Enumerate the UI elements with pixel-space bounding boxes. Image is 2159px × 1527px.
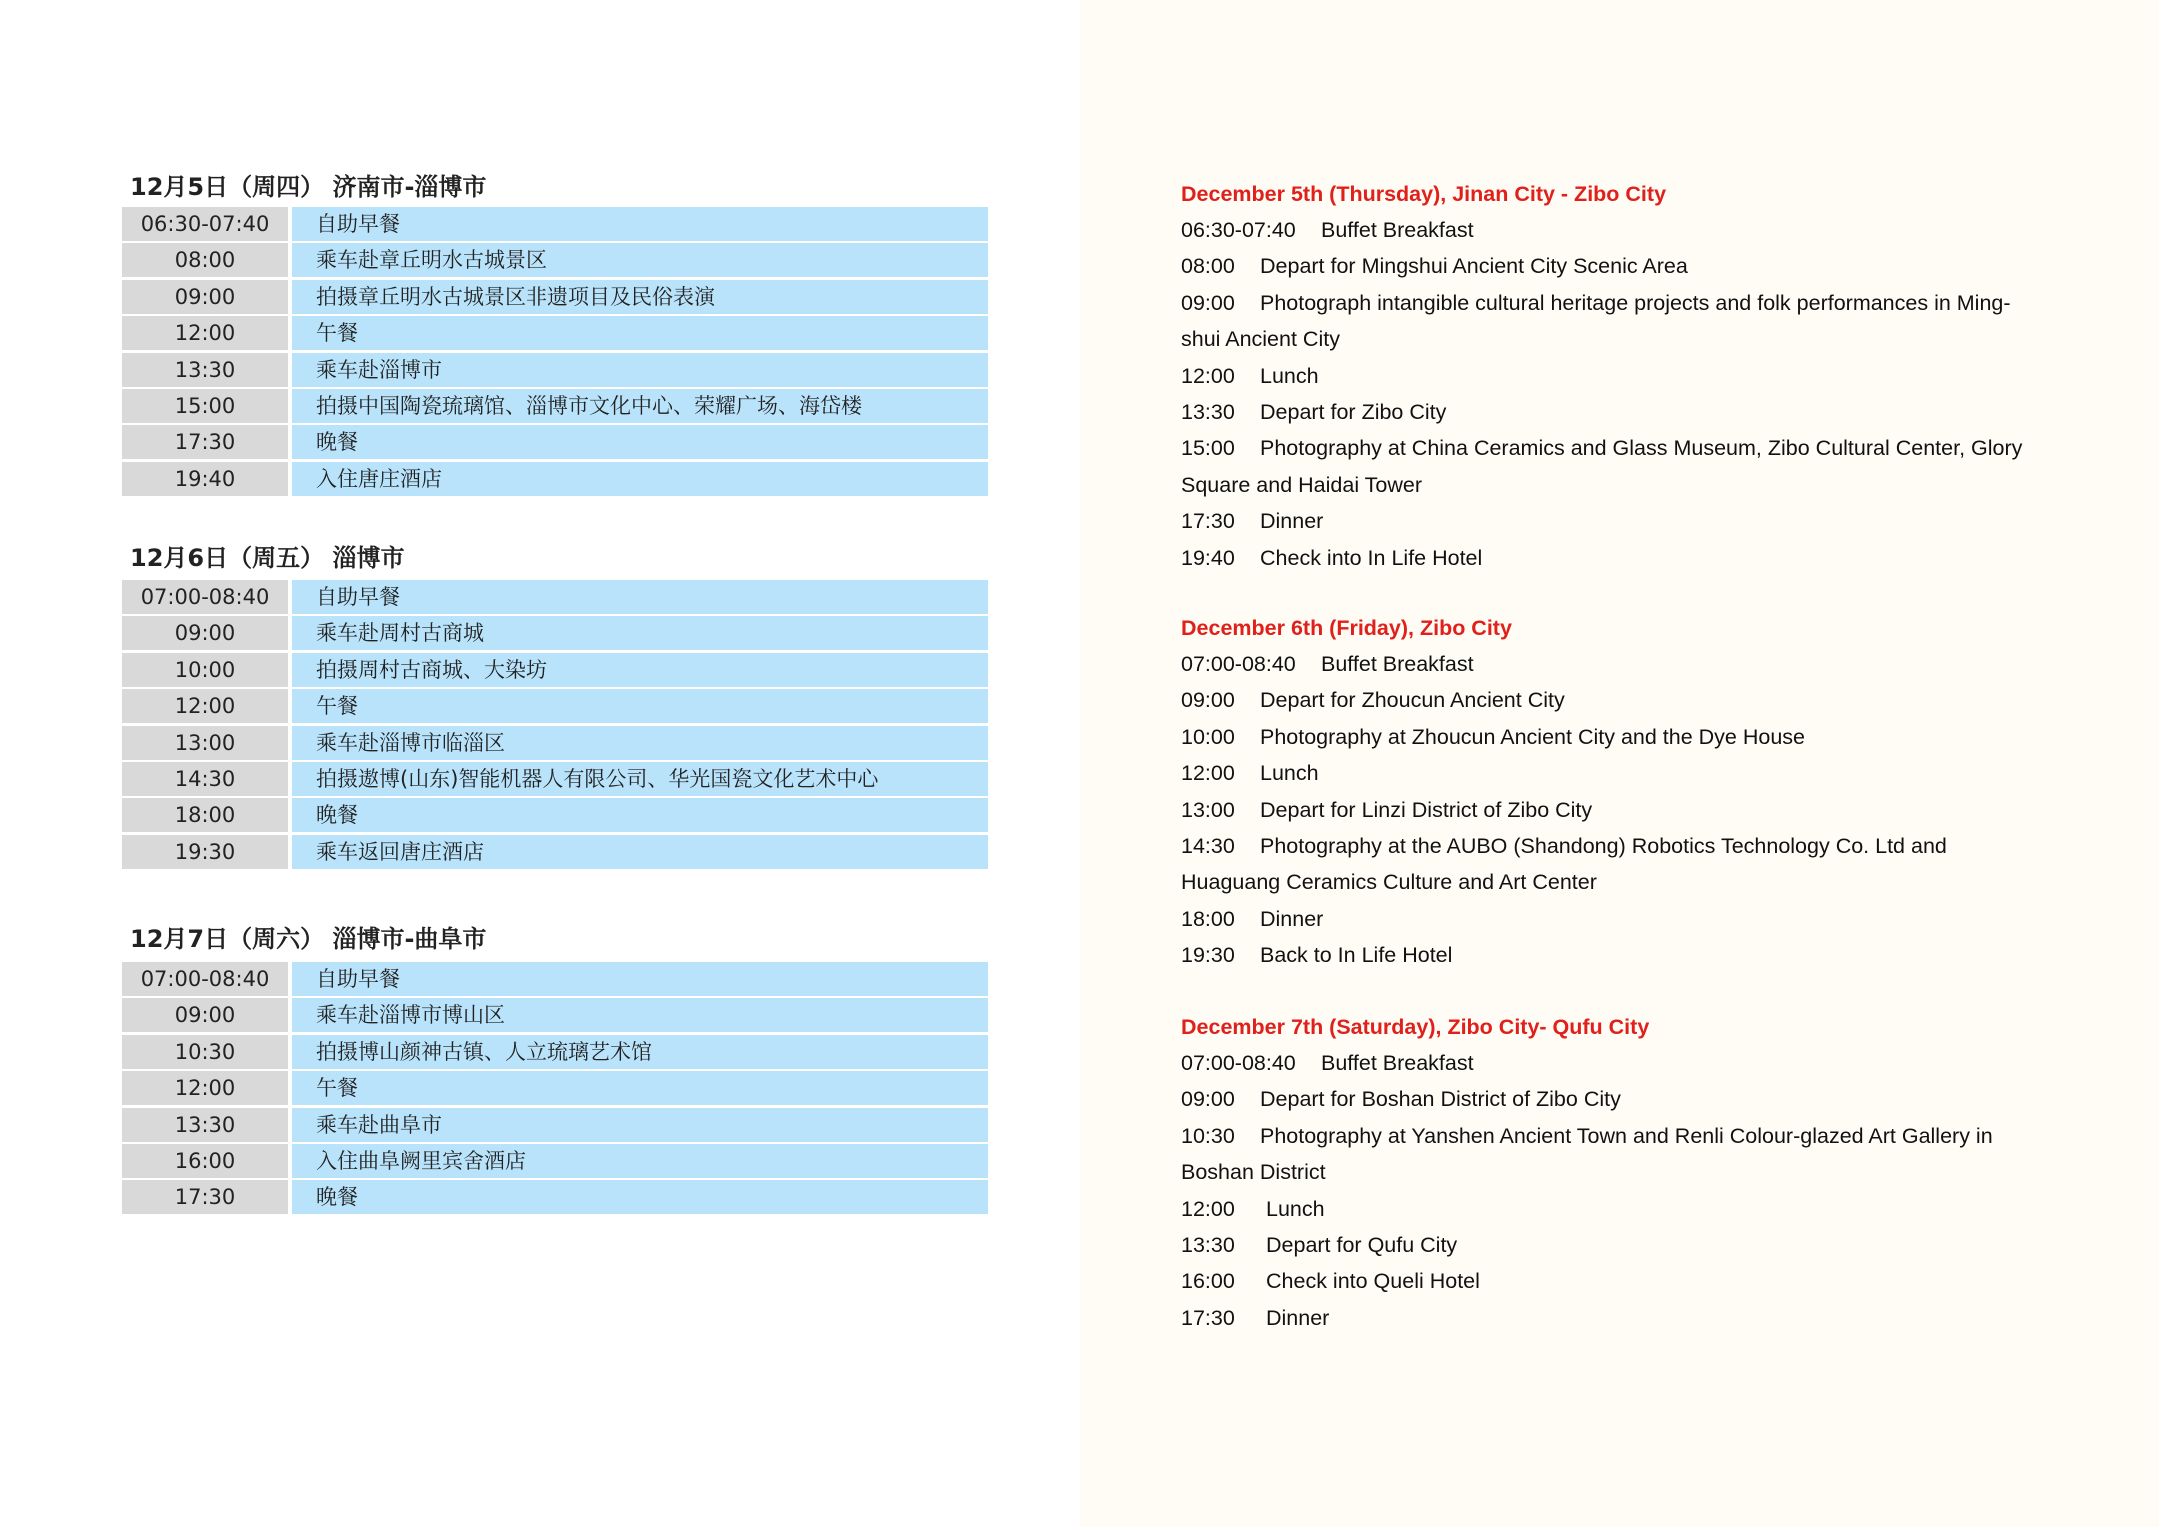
time-text: 13:30 [1181, 400, 1235, 424]
time-cell: 12:00 [122, 689, 288, 723]
activity-text: Check into Queli Hotel [1266, 1269, 1480, 1294]
activity-cell: 乘车赴淄博市博山区 [292, 998, 988, 1032]
activity-cell: 午餐 [292, 316, 988, 350]
schedule-line [1181, 1154, 2061, 1190]
activity-text: Depart for Zhoucun Ancient City [1260, 688, 1565, 713]
time-cell: 07:00-08:40 [122, 580, 288, 614]
activity-text: Depart for Zibo City [1260, 400, 1447, 424]
schedule-line [1181, 646, 2061, 682]
schedule-line [1181, 248, 2061, 284]
schedule-line [1181, 828, 2061, 864]
time-text: 12:00 [1181, 761, 1235, 786]
table-row [122, 1071, 988, 1105]
table-row [122, 616, 988, 650]
activity-cell: 拍摄周村古商城、大染坊 [292, 653, 988, 687]
activity-cell: 乘车赴曲阜市 [292, 1108, 988, 1142]
schedule-line [1181, 1300, 2061, 1336]
schedule-line [1181, 755, 2061, 791]
table-row [122, 1108, 988, 1142]
schedule-line [1181, 719, 2061, 755]
time-cell: 07:00-08:40 [122, 962, 288, 996]
time-cell: 06:30-07:40 [122, 207, 288, 241]
time-text: 12:00 [1181, 1196, 1235, 1221]
en-day2-heading: December 6th (Friday), Zibo City [1181, 616, 1512, 640]
en-day3-heading: December 7th (Saturday), Zibo City- Qufu City [1181, 1015, 1650, 1039]
time-cell: 14:30 [122, 762, 288, 796]
cn-day2-heading: 12月6日（周五） 淄博市 [130, 544, 405, 572]
activity-cell: 晚餐 [292, 425, 988, 459]
table-row [122, 998, 988, 1032]
activity-cell: 自助早餐 [292, 207, 988, 241]
time-cell: 13:30 [122, 1108, 288, 1142]
time-text: 13:30 [1181, 1233, 1235, 1257]
time-text: 10:00 [1181, 724, 1235, 749]
activity-cell: 拍摄中国陶瓷琉璃馆、淄博市文化中心、荣耀广场、海岱楼 [292, 389, 988, 423]
activity-text: Dinner [1266, 1305, 1330, 1330]
activity-cell: 乘车赴淄博市 [292, 353, 988, 387]
table-row [122, 316, 988, 350]
activity-text: Photography at China Ceramics and Glass Museum, Zibo Cultural Center, Glory [1260, 436, 2023, 461]
activity-cell: 乘车赴章丘明水古城景区 [292, 243, 988, 277]
table-row [122, 243, 988, 277]
activity-text: Depart for Mingshui Ancient City Scenic Area [1260, 254, 1688, 279]
activity-text: Depart for Qufu City [1266, 1233, 1458, 1257]
schedule-line [1181, 212, 2061, 248]
activity-cell: 拍摄博山颜神古镇、人立琉璃艺术馆 [292, 1035, 988, 1069]
schedule-line [1181, 358, 2061, 394]
table-row [122, 280, 988, 314]
activity-text: Photography at the AUBO (Shandong) Robotics Technology Co. Ltd and [1260, 834, 1947, 858]
table-row [122, 580, 988, 614]
time-cell: 15:00 [122, 389, 288, 423]
schedule-line [1181, 1191, 2061, 1227]
activity-cell: 自助早餐 [292, 962, 988, 996]
table-row [122, 798, 988, 832]
time-cell: 19:40 [122, 462, 288, 496]
time-cell: 09:00 [122, 280, 288, 314]
activity-text: Photograph intangible cultural heritage projects and folk performances in Ming- [1260, 290, 2011, 315]
time-text: 14:30 [1181, 834, 1235, 858]
activity-text: Depart for Boshan District of Zibo City [1260, 1087, 1621, 1112]
time-text: 19:40 [1181, 545, 1235, 570]
activity-text: Buffet Breakfast [1321, 652, 1474, 676]
activity-text: Dinner [1260, 509, 1324, 534]
activity-text: Lunch [1266, 1196, 1325, 1221]
activity-cell: 午餐 [292, 689, 988, 723]
schedule-line [1181, 1227, 2061, 1263]
time-text: 09:00 [1181, 290, 1235, 315]
time-cell: 12:00 [122, 316, 288, 350]
time-cell: 08:00 [122, 243, 288, 277]
schedule-line [1181, 430, 2061, 466]
schedule-line [1181, 321, 2061, 357]
activity-text: Lunch [1260, 761, 1319, 786]
table-row [122, 462, 988, 496]
activity-text: Buffet Breakfast [1321, 218, 1474, 242]
activity-cell: 拍摄遨博(山东)智能机器人有限公司、华光国瓷文化艺术中心 [292, 762, 988, 796]
schedule-line [1181, 682, 2061, 718]
time-cell: 10:30 [122, 1035, 288, 1069]
time-cell: 17:30 [122, 1180, 288, 1214]
activity-text: Back to In Life Hotel [1260, 943, 1453, 968]
activity-text: Photography at Yanshen Ancient Town and Renli Colour-glazed Art Gallery in [1260, 1123, 1993, 1148]
table-row [122, 835, 988, 869]
time-text: 12:00 [1181, 363, 1235, 388]
activity-text: Check into In Life Hotel [1260, 545, 1483, 570]
activity-cell: 晚餐 [292, 1180, 988, 1214]
time-text: 17:30 [1181, 1305, 1235, 1330]
time-cell: 12:00 [122, 1071, 288, 1105]
time-text: 19:30 [1181, 943, 1235, 968]
activity-text: Buffet Breakfast [1321, 1051, 1474, 1075]
activity-cell: 入住唐庄酒店 [292, 462, 988, 496]
table-row [122, 207, 988, 241]
schedule-line [1181, 937, 2061, 973]
table-row [122, 653, 988, 687]
table-row [122, 762, 988, 796]
table-row [122, 726, 988, 760]
schedule-line [1181, 1081, 2061, 1117]
time-text: 17:30 [1181, 509, 1235, 534]
schedule-line [1181, 1045, 2061, 1081]
activity-text: Photography at Zhoucun Ancient City and the Dye House [1260, 724, 1806, 749]
table-row [122, 425, 988, 459]
activity-text: Lunch [1260, 363, 1319, 388]
schedule-line [1181, 394, 2061, 430]
time-cell: 13:00 [122, 726, 288, 760]
cn-day1-heading: 12月5日（周四） 济南市-淄博市 [130, 173, 487, 201]
time-text: 08:00 [1181, 254, 1235, 279]
activity-cell: 乘车返回唐庄酒店 [292, 835, 988, 869]
schedule-line [1181, 285, 2061, 321]
schedule-line [1181, 901, 2061, 937]
activity-cell: 拍摄章丘明水古城景区非遗项目及民俗表演 [292, 280, 988, 314]
time-cell: 10:00 [122, 653, 288, 687]
time-cell: 18:00 [122, 798, 288, 832]
schedule-line [1181, 1118, 2061, 1154]
en-day1-heading: December 5th (Thursday), Jinan City - Zibo City [1181, 182, 1667, 206]
table-row [122, 1035, 988, 1069]
time-cell: 16:00 [122, 1144, 288, 1178]
time-text: 07:00-08:40 [1181, 652, 1296, 676]
schedule-line [1181, 540, 2061, 576]
schedule-line [1181, 1263, 2061, 1299]
activity-text: Dinner [1260, 906, 1324, 931]
time-text: 13:00 [1181, 797, 1235, 822]
time-cell: 13:30 [122, 353, 288, 387]
time-text: 16:00 [1181, 1269, 1235, 1294]
activity-cell: 晚餐 [292, 798, 988, 832]
activity-text: Depart for Linzi District of Zibo City [1260, 797, 1593, 822]
activity-text: shui Ancient City [1181, 327, 1340, 352]
time-cell: 17:30 [122, 425, 288, 459]
time-text: 18:00 [1181, 906, 1235, 931]
cn-day3-heading: 12月7日（周六） 淄博市-曲阜市 [130, 925, 487, 953]
schedule-line [1181, 467, 2061, 503]
time-text: 15:00 [1181, 436, 1235, 461]
activity-cell: 午餐 [292, 1071, 988, 1105]
table-row [122, 962, 988, 996]
activity-text: Boshan District [1181, 1160, 1326, 1185]
schedule-line [1181, 864, 2061, 900]
schedule-line [1181, 792, 2061, 828]
activity-text: Square and Haidai Tower [1181, 472, 1423, 497]
table-row [122, 1180, 988, 1214]
activity-cell: 自助早餐 [292, 580, 988, 614]
time-cell: 09:00 [122, 998, 288, 1032]
time-text: 06:30-07:40 [1181, 218, 1296, 242]
activity-cell: 入住曲阜阙里宾舍酒店 [292, 1144, 988, 1178]
activity-text: Huaguang Ceramics Culture and Art Center [1181, 870, 1597, 895]
time-text: 10:30 [1181, 1123, 1235, 1148]
activity-cell: 乘车赴淄博市临淄区 [292, 726, 988, 760]
time-text: 09:00 [1181, 1087, 1235, 1112]
table-row [122, 1144, 988, 1178]
table-row [122, 353, 988, 387]
time-text: 07:00-08:40 [1181, 1051, 1296, 1075]
time-cell: 19:30 [122, 835, 288, 869]
schedule-line [1181, 503, 2061, 539]
activity-cell: 乘车赴周村古商城 [292, 616, 988, 650]
table-row [122, 389, 988, 423]
time-text: 09:00 [1181, 688, 1235, 713]
table-row [122, 689, 988, 723]
time-cell: 09:00 [122, 616, 288, 650]
